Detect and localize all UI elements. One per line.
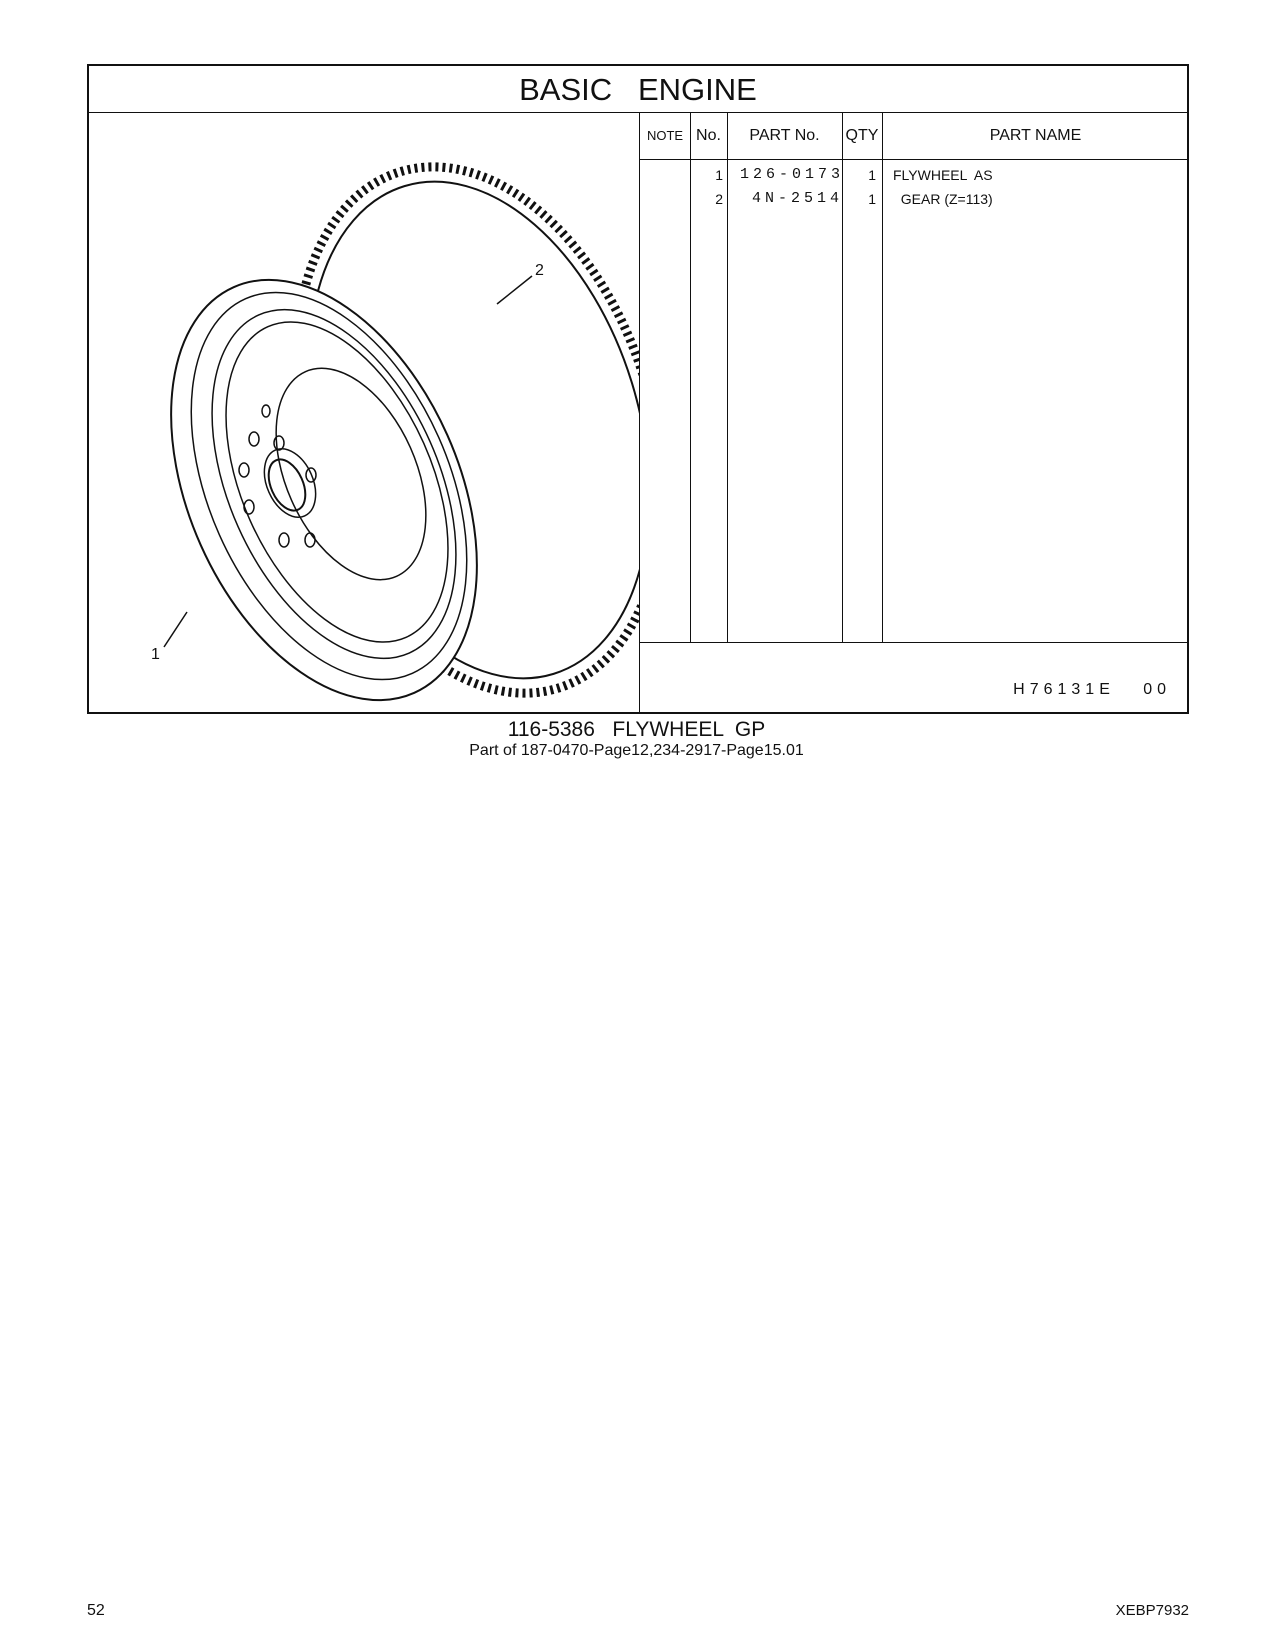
row-2-no: 2 bbox=[715, 191, 723, 207]
caption-subtitle: Part of 187-0470-Page12,234-2917-Page15.01 bbox=[469, 742, 804, 759]
col-no-header: No. bbox=[690, 112, 727, 160]
col-divider bbox=[882, 112, 883, 642]
section-title: BASIC ENGINE bbox=[89, 66, 1187, 113]
col-part-no-header: PART No. bbox=[727, 112, 842, 160]
col-qty-header: QTY bbox=[842, 112, 882, 160]
flywheel-illustration bbox=[89, 112, 640, 714]
parts-frame bbox=[87, 64, 1189, 714]
col-divider bbox=[727, 112, 728, 642]
page-number: 52 bbox=[87, 1602, 105, 1619]
col-part-name-header: PART NAME bbox=[882, 112, 1189, 160]
callout-2: 2 bbox=[535, 262, 544, 279]
row-2-part-no: 4N-2514 bbox=[752, 190, 844, 207]
row-1-part-no: 126-0173 bbox=[740, 166, 845, 183]
row-1-qty: 1 bbox=[868, 167, 876, 183]
caption-title: 116-5386 FLYWHEEL GP bbox=[507, 718, 766, 741]
flywheel-drawing bbox=[89, 112, 640, 714]
row-1-part-name: FLYWHEEL AS bbox=[893, 167, 993, 183]
document-code: XEBP7932 bbox=[1115, 1602, 1189, 1619]
row-1-no: 1 bbox=[715, 167, 723, 183]
row-2-part-name: GEAR (Z=113) bbox=[893, 191, 993, 207]
parts-table bbox=[640, 112, 1187, 643]
row-2-qty: 1 bbox=[868, 191, 876, 207]
drawing-code: H76131E 00 bbox=[1013, 681, 1171, 698]
callout-1: 1 bbox=[151, 646, 160, 663]
col-note-header: NOTE bbox=[640, 112, 690, 160]
